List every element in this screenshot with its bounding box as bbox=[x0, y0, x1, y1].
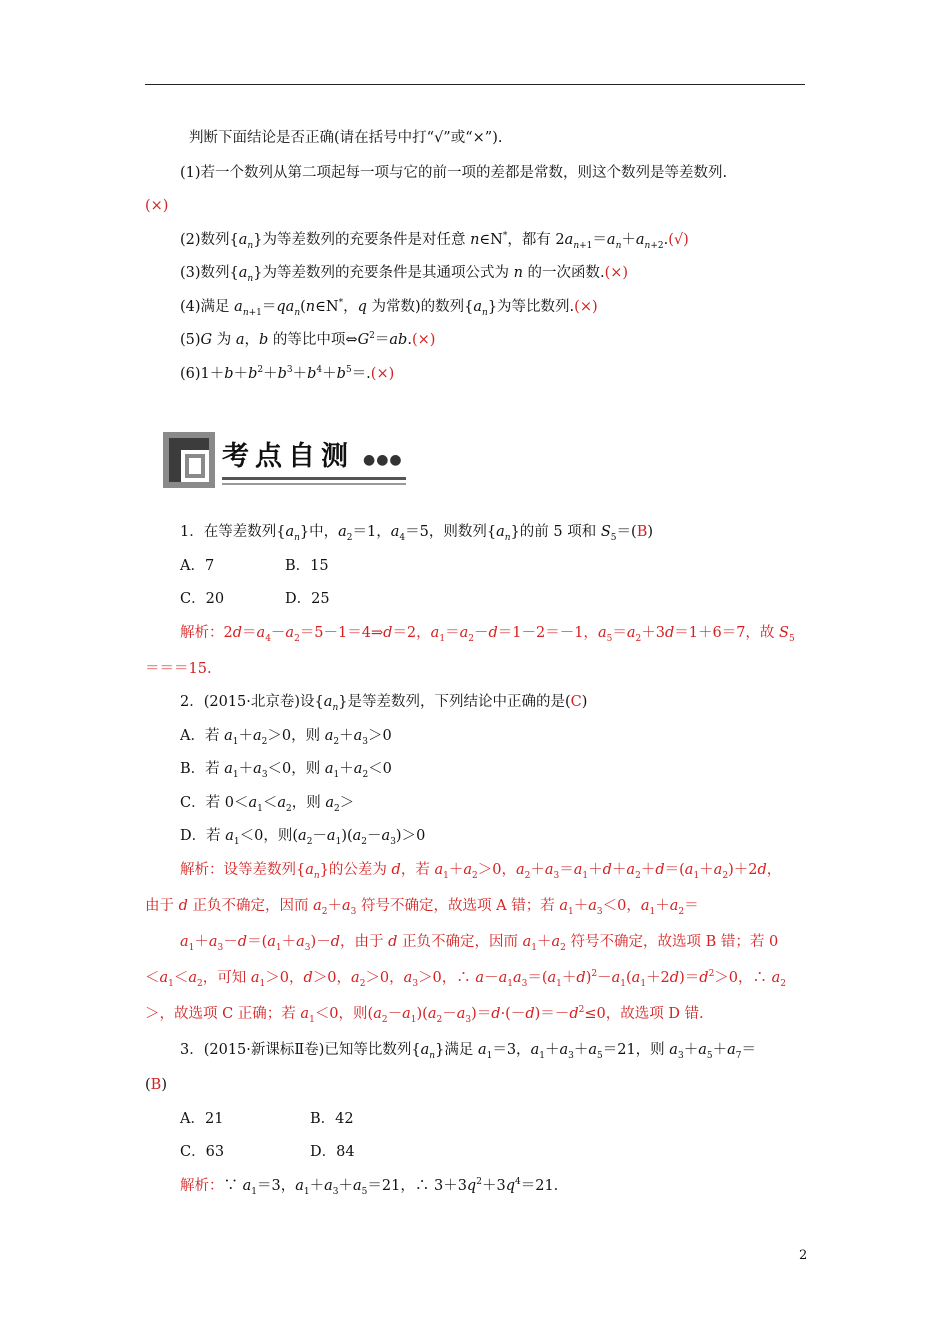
judge-item-3-answer: (×) bbox=[604, 265, 629, 281]
section-title: 考点自测 bbox=[222, 441, 354, 472]
q2-solution-line-5: ＞，故选项 C 正确；若 $a_1<0$，则$(a_2-a_1)(a_2-a_3)=d\cdot(-d)=-d^2\le 0$，故选项 D 错. bbox=[145, 1005, 704, 1025]
q1-option-b: B．15 bbox=[285, 558, 329, 574]
judge-item-3: (3)数列$\{a_n\}$为等差数列的充要条件是其通项公式为 n 的一次函数.(×) bbox=[180, 265, 629, 284]
judge-item-1: (1)若一个数列从第二项起每一项与它的前一项的差都是常数，则这个数列是等差数列. bbox=[180, 165, 728, 181]
judge-item-4: (4)满足 $a_{n+1}=qa_n(n\in N^*$，q 为常数)的数列$\{a_n\}$为等比数列.(×) bbox=[180, 298, 598, 318]
judge-intro: 判断下面结论是否正确(请在括号中打“√”或“×”). bbox=[189, 130, 503, 146]
q1-solution-line-2: ＝＝＝15. bbox=[145, 661, 212, 677]
q1-option-a: A．7 bbox=[180, 558, 215, 574]
judge-item-6: $(6)1+b+b^2+b^3+b^4+b^5=.(\times)$ bbox=[180, 365, 395, 382]
q1-solution-line-1: 解析：$2d=a_4-a_2=5-1=4\Rightarrow d=2$，$a_1=a_2-d=1-2=-1$，$a_5=a_2+3d=1+6=7$，故 $S_5$ bbox=[180, 625, 795, 644]
q2-solution-line-2: 由于 d 正负不确定，因而 $a_2+a_3$ 符号不确定，故选项 A 错；若 $a_1+a_3<0$，$a_1+a_2=$ bbox=[145, 898, 699, 917]
q2-option-b: B．若 $a_1+a_3<0$，则 $a_1+a_2<0$ bbox=[180, 761, 392, 780]
question-1: 1．在等差数列$\{a_n\}$中，$a_2=1$，$a_4=5$，则数列$\{a_n\}$的前 5 项和 $S_5=(B)$ bbox=[180, 524, 654, 543]
q2-solution-line-4: $<a_1<a_2$，可知 $a_1>0$，d＞0，$a_2>0$，$a_3>0$，∴ $a-a_1a_3=(a_1+d)^2-a_1(a_1+2d)=d^2>0$，∴ $a_2$ bbox=[145, 969, 787, 989]
judge-item-5: (5)G 为 a，b 的等比中项$\Leftrightarrow G^2=ab.(\times)$ bbox=[180, 331, 436, 348]
q1-option-c: C．20 bbox=[180, 591, 225, 607]
question-2-answer: C bbox=[570, 694, 582, 710]
page-number: 2 bbox=[799, 1248, 808, 1263]
judge-item-4-answer: (×) bbox=[574, 299, 598, 315]
section-dots: ●●● bbox=[363, 452, 403, 468]
section-underline-thin bbox=[222, 483, 406, 485]
q2-option-d: D．若 $a_1<0$，则$(a_2-a_1)(a_2-a_3)>0$ bbox=[180, 828, 426, 847]
q2-solution-line-3: $a_1+a_3-d=(a_1+a_3)-d$，由于 d 正负不确定，因而 $a_1+a_2$ 符号不确定，故选项 B 错；若 0 bbox=[180, 934, 779, 953]
judge-item-1-answer: (×) bbox=[145, 198, 169, 214]
q2-option-c: C．若 $0<a_1<a_2$，则 $a_2>$ bbox=[180, 795, 355, 814]
judge-item-6-answer: (×) bbox=[370, 366, 395, 382]
q3-option-d: D．84 bbox=[310, 1144, 355, 1160]
question-3-answer-line: (B) bbox=[145, 1077, 167, 1093]
q3-solution-line-1: 解析：∵ $a_1=3$，$a_1+a_3+a_5=21$，∴ $3+3q^2+3q^4=21$. bbox=[180, 1177, 559, 1197]
q1-option-d: D．25 bbox=[285, 591, 330, 607]
q2-option-a: A．若 $a_1+a_2>0$，则 $a_2+a_3>0$ bbox=[180, 728, 392, 747]
judge-item-5-answer: (×) bbox=[411, 332, 436, 348]
question-1-answer: B bbox=[636, 524, 648, 540]
q3-option-a: A．21 bbox=[180, 1111, 224, 1127]
judge-item-2: (2)数列$\{a_n\}$为等差数列的充要条件是对任意 n∈N*，都有 $2a_{n+1}=a_n+a_{n+2}.(√)$ bbox=[180, 231, 689, 251]
q3-option-c: C．63 bbox=[180, 1144, 225, 1160]
header-rule bbox=[145, 84, 805, 85]
question-2: 2．(2015·北京卷)设$\{a_n\}$是等差数列，下列结论中正确的是(C) bbox=[180, 694, 588, 713]
question-3-answer: B bbox=[150, 1077, 162, 1093]
judge-item-2-answer: (√) bbox=[668, 232, 689, 248]
q3-option-b: B．42 bbox=[310, 1111, 354, 1127]
question-3: 3．(2015·新课标Ⅱ卷)已知等比数列$\{a_n\}$满足 $a_1=3$，$a_1+a_3+a_5=21$，则 $a_3+a_5+a_7=$ bbox=[180, 1042, 756, 1061]
q2-solution-line-1: 解析：设等差数列$\{a_n\}$的公差为 d，若 $a_1+a_2>0$，$a_2+a_3=a_1+d+a_2+d=(a_1+a_2)+2d$， bbox=[180, 862, 782, 881]
section-underline bbox=[222, 477, 406, 480]
